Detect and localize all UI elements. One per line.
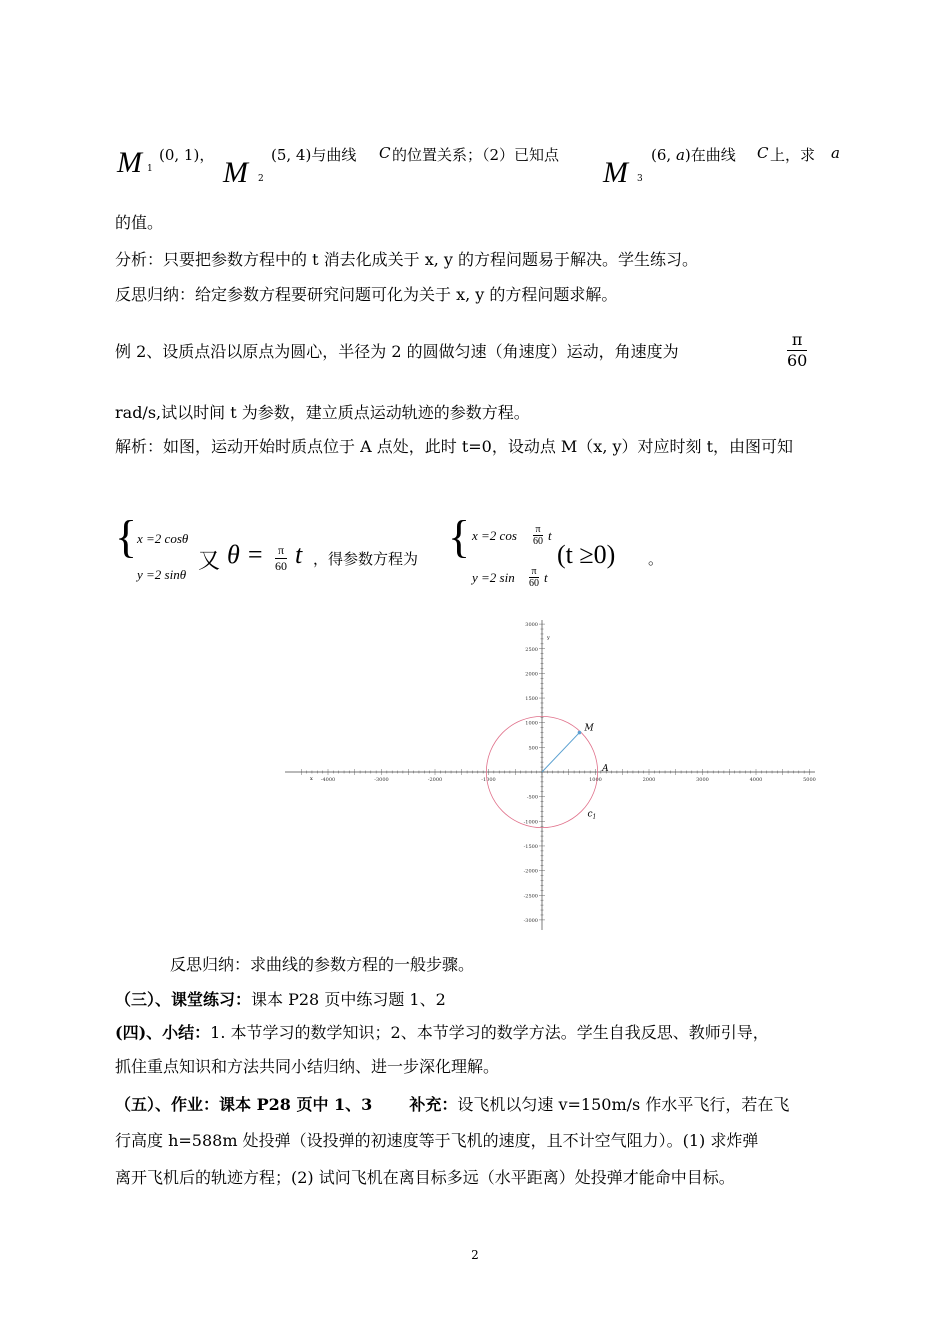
- reflection-1: 反思归纳：给定参数方程要研究问题可化为关于 x, y 的方程问题求解。: [115, 285, 618, 304]
- y-tick-label: -500: [526, 794, 538, 801]
- variable-a: a: [831, 144, 840, 162]
- y-tick-label: -2500: [523, 893, 538, 900]
- section-3: （三）、课堂练习：课本 P28 页中练习题 1、2: [115, 990, 446, 1009]
- y-tick-label: -3000: [523, 917, 538, 924]
- section-4: (四)、小结：1. 本节学习的数学知识；2、本节学习的数学方法。学生自我反思、教师引导，: [115, 1023, 769, 1042]
- label-a: A: [602, 764, 609, 774]
- x-axis-label: x: [310, 776, 313, 782]
- y-fraction: $\frac{\pi}{60}$: [529, 566, 539, 589]
- section-4-line-2: 抓住重点知识和方法共同小结归纳、进一步深化理解。: [115, 1057, 500, 1076]
- y-tick-label: -2000: [523, 868, 538, 875]
- circle-figure: [280, 615, 820, 935]
- x-tick-label: -2000: [427, 777, 443, 783]
- y-tick-label: -1500: [523, 843, 538, 850]
- y-tick-label: 1500: [525, 696, 538, 703]
- label-c1: $c_1$: [587, 809, 597, 821]
- section-5-line-3: 离开飞机后的轨迹方程；(2) 试问飞机在离目标多远（水平距离）处投弹才能命中目标。: [115, 1168, 735, 1187]
- y-tick-label: 2000: [525, 671, 538, 678]
- segment-om: [542, 733, 579, 772]
- x-tick-label: -4000: [320, 777, 336, 783]
- above-text: 上，求: [770, 146, 816, 164]
- x-tick-label: -1000: [481, 777, 496, 783]
- m2-symbol: M: [223, 156, 248, 189]
- m1-coord: (0, 1)，: [159, 146, 215, 164]
- axes: [285, 620, 815, 930]
- x-tick-label: 1000: [589, 777, 602, 783]
- m1-subscript: 1: [147, 164, 153, 174]
- reflection-2: 反思归纳：求曲线的参数方程的一般步骤。: [170, 955, 475, 974]
- page-number: 2: [471, 1248, 479, 1262]
- y-tick-label: 3000: [525, 622, 538, 629]
- x-tick-label: 3000: [696, 777, 709, 783]
- section-5: （五）、作业：课本 P28 页中 1、3 补充：设飞机以匀速 v=150m/s 作水平飞行，若在飞: [115, 1095, 790, 1114]
- ticks: [301, 622, 816, 924]
- line-m-points: [115, 140, 855, 190]
- label-m: M: [584, 723, 594, 734]
- x-tick-label: 4000: [749, 777, 763, 783]
- analysis-text: 分析：只要把参数方程中的 t 消去化成关于 x, y 的方程问题易于解决。学生练习。: [115, 250, 699, 269]
- line-value: 的值。: [115, 213, 164, 232]
- y-t-var: t: [544, 570, 548, 585]
- omega-fraction: $\frac{\pi}{60}$: [787, 330, 808, 370]
- section-5-line-2: 行高度 h=588m 处投弹（设投弹的初速度等于飞机的速度，且不计空气阻力）。(1) 求炸弹: [115, 1131, 759, 1150]
- t-condition: (t ≥0): [557, 540, 616, 569]
- solution-text: 解析：如图，运动开始时质点位于 A 点处，此时 t=0，设动点 M（x, y）对应时刻 t，由图可知: [115, 437, 794, 456]
- m2-subscript: 2: [258, 174, 264, 184]
- x-tick-label: 5000: [803, 777, 816, 783]
- eq-x-t: x =2 cos: [472, 528, 517, 543]
- theta-eq: θ =: [227, 540, 264, 569]
- x-tick-label: 2000: [642, 777, 656, 783]
- m3-subscript: 3: [637, 174, 643, 184]
- y-tick-label: 2500: [525, 646, 538, 653]
- y-axis-label: y: [547, 635, 550, 641]
- eq-y-t: y =2 sin: [472, 570, 515, 585]
- y-tick-label: 1000: [525, 720, 538, 727]
- x-fraction: $\frac{\pi}{60}$: [533, 524, 543, 547]
- m1-symbol: M: [117, 146, 142, 179]
- left-brace-2: {: [448, 511, 471, 562]
- period: 。: [648, 550, 664, 568]
- example-2: 例 2、设质点沿以原点为圆心，半径为 2 的圆做匀速（角速度）运动，角速度为 $\frac{\pi}{60}$: [115, 330, 808, 370]
- unit-line: rad/s,试以时间 t 为参数，建立质点运动轨迹的参数方程。: [115, 403, 530, 422]
- m3-coord: (6, a)在曲线: [651, 146, 736, 164]
- m3-symbol: M: [603, 156, 628, 189]
- equation-row: [115, 511, 855, 598]
- curve-c-2: C: [757, 144, 769, 162]
- theta-fraction: $\frac{\pi}{60}$: [275, 543, 287, 573]
- left-brace-1: {: [115, 511, 138, 562]
- you-text: 又: [198, 549, 221, 574]
- x-tick-label: -3000: [374, 777, 389, 783]
- y-tick-label: -1000: [523, 819, 538, 826]
- relation-text: 的位置关系；（2）已知点: [392, 146, 560, 164]
- y-tick-label: 500: [528, 745, 538, 752]
- point-m: [578, 731, 582, 735]
- curve-c-1: C: [379, 144, 391, 162]
- t-var: t: [295, 540, 303, 569]
- m2-text: (5, 4)与曲线: [271, 146, 357, 164]
- param-text: ，得参数方程为: [313, 550, 419, 568]
- eq-x-theta: x =2 cosθ: [137, 531, 189, 546]
- eq-y-theta: y =2 sinθ: [137, 567, 187, 582]
- x-t-var: t: [548, 528, 552, 543]
